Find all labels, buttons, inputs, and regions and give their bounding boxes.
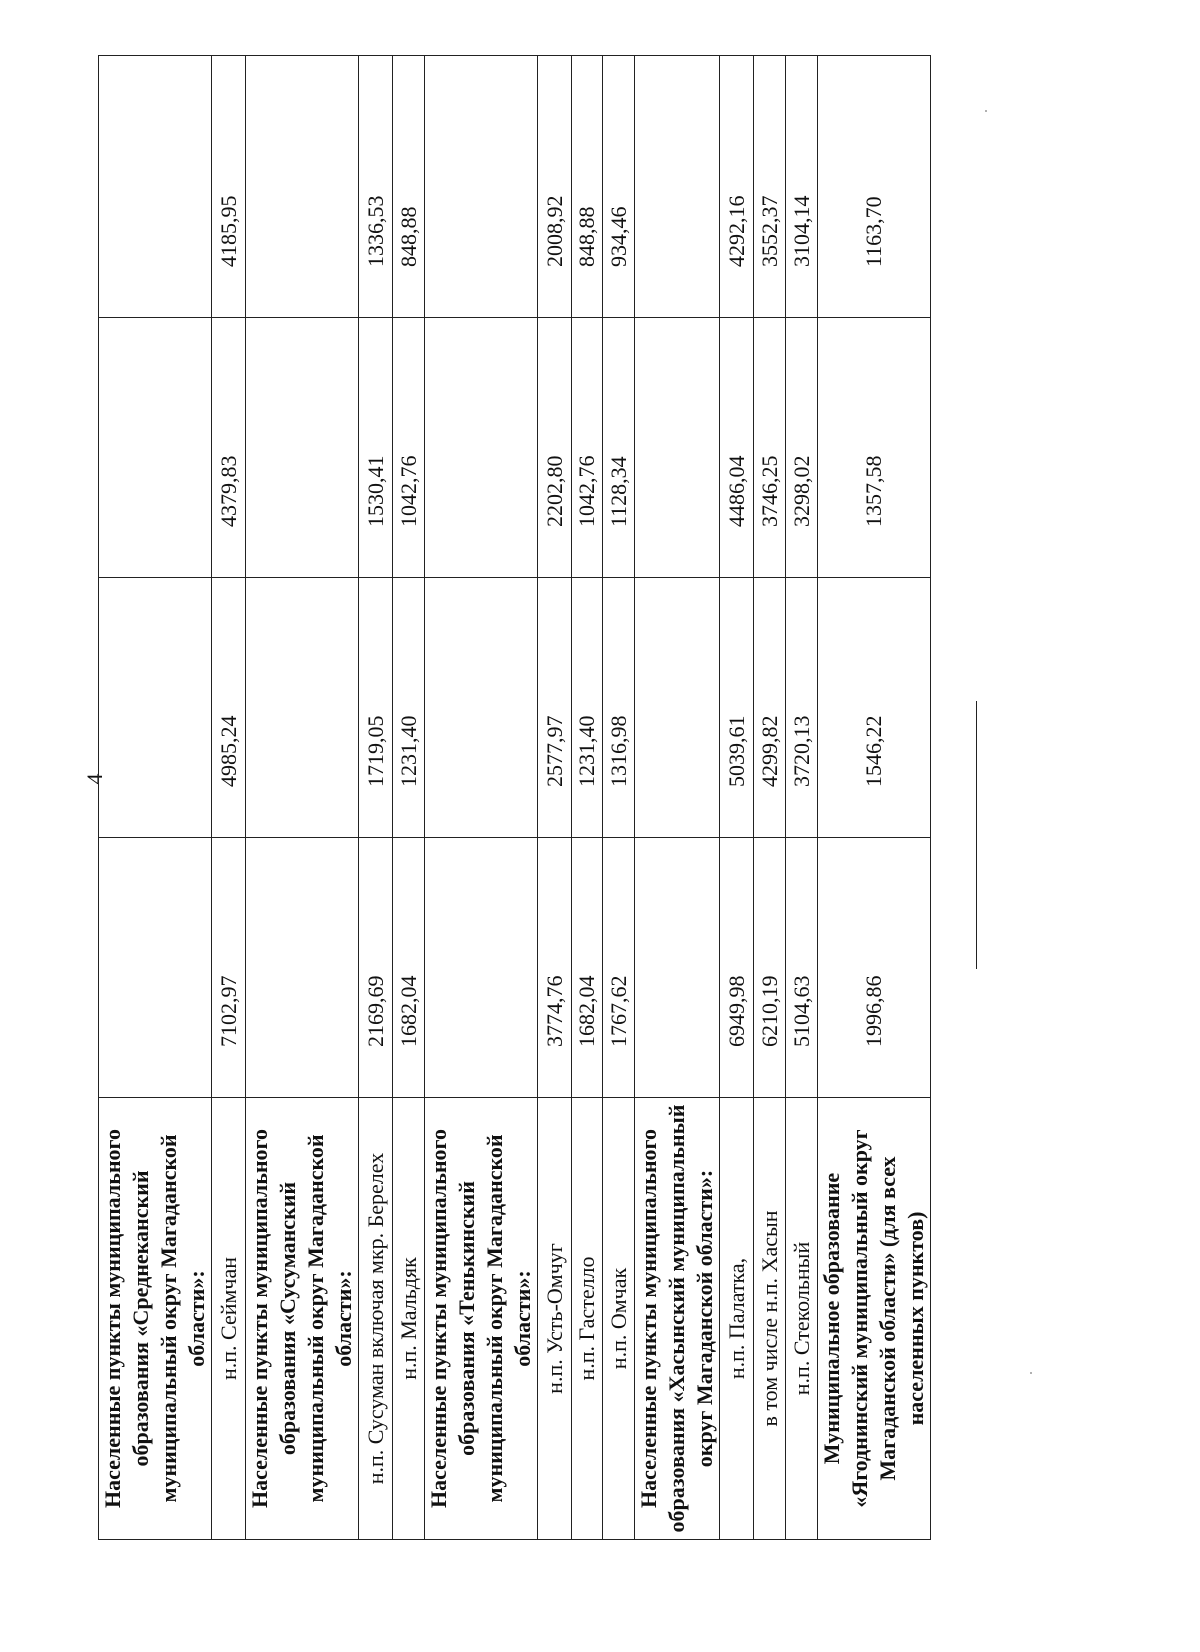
cell-value	[246, 56, 359, 318]
cell-value: 1682,04	[572, 838, 603, 1098]
cell-value: 4185,95	[212, 56, 246, 318]
cell-value: 1996,86	[818, 838, 931, 1098]
cell-value	[635, 56, 720, 318]
cell-value: 3104,14	[786, 56, 818, 318]
table-row	[572, 56, 603, 1540]
table-row	[538, 56, 572, 1540]
tariff-table	[98, 55, 931, 1540]
cell-value	[425, 318, 538, 578]
row-label: Населенные пункты муниципального образования «Хасынский муниципальный округ Магаданской области»:	[635, 1098, 720, 1540]
cell-value: 4379,83	[212, 318, 246, 578]
cell-value: 1231,40	[572, 578, 603, 838]
cell-value: 5104,63	[786, 838, 818, 1098]
cell-value: 1316,98	[603, 578, 635, 838]
row-label: н.п. Омчак	[603, 1098, 635, 1540]
table-row	[246, 56, 359, 1540]
cell-value	[99, 56, 212, 318]
row-label: Муниципальное образование «Ягоднинский муниципальный округ Магаданской области» (для всех населенных пунктов)	[818, 1098, 931, 1540]
cell-value: 7102,97	[212, 838, 246, 1098]
row-label: Населенные пункты муниципального образования «Сусуманский муниципальный округ Магаданской области»:	[246, 1098, 359, 1540]
table-row	[720, 56, 754, 1540]
cell-value: 1719,05	[359, 578, 393, 838]
row-label: Населенные пункты муниципального образования «Тенькинский муниципальный округ Магаданской области»:	[425, 1098, 538, 1540]
row-label: н.п. Стекольный	[786, 1098, 818, 1540]
table-row	[818, 56, 931, 1540]
row-label: н.п. Сеймчан	[212, 1098, 246, 1540]
cell-value	[425, 56, 538, 318]
row-label: н.п. Мальдяк	[393, 1098, 425, 1540]
row-label: н.п. Гастелло	[572, 1098, 603, 1540]
cell-value: 4292,16	[720, 56, 754, 318]
cell-value: 4985,24	[212, 578, 246, 838]
cell-value: 3298,02	[786, 318, 818, 578]
row-label: н.п. Сусуман включая мкр. Берелех	[359, 1098, 393, 1540]
row-label: Населенные пункты муниципального образования «Среднеканский муниципальный округ Магаданской области»:	[99, 1098, 212, 1540]
cell-value: 1767,62	[603, 838, 635, 1098]
table-row	[635, 56, 720, 1540]
scan-speck	[1030, 1372, 1032, 1374]
cell-value	[635, 578, 720, 838]
cell-value: 6210,19	[754, 838, 786, 1098]
cell-value: 3746,25	[754, 318, 786, 578]
cell-value: 1231,40	[393, 578, 425, 838]
table-row	[425, 56, 538, 1540]
cell-value	[246, 838, 359, 1098]
cell-value: 2202,80	[538, 318, 572, 578]
cell-value	[246, 578, 359, 838]
cell-value	[246, 318, 359, 578]
cell-value: 3552,37	[754, 56, 786, 318]
cell-value: 1546,22	[818, 578, 931, 838]
row-label: в том числе н.п. Хасын	[754, 1098, 786, 1540]
table-row	[212, 56, 246, 1540]
cell-value	[425, 578, 538, 838]
cell-value: 1042,76	[572, 318, 603, 578]
cell-value: 4486,04	[720, 318, 754, 578]
cell-value	[425, 838, 538, 1098]
cell-value: 6949,98	[720, 838, 754, 1098]
cell-value	[99, 578, 212, 838]
scan-speck	[985, 110, 987, 112]
cell-value: 1128,34	[603, 318, 635, 578]
cell-value: 3720,13	[786, 578, 818, 838]
cell-value: 1163,70	[818, 56, 931, 318]
cell-value: 5039,61	[720, 578, 754, 838]
cell-value: 1530,41	[359, 318, 393, 578]
table-row	[786, 56, 818, 1540]
cell-value	[635, 318, 720, 578]
table-row	[754, 56, 786, 1540]
page-number: 4	[82, 773, 107, 785]
table-row	[359, 56, 393, 1540]
cell-value: 2577,97	[538, 578, 572, 838]
cell-value	[99, 838, 212, 1098]
row-label: н.п. Палатка,	[720, 1098, 754, 1540]
cell-value: 2008,92	[538, 56, 572, 318]
cell-value: 1682,04	[393, 838, 425, 1098]
cell-value	[99, 318, 212, 578]
cell-value: 1042,76	[393, 318, 425, 578]
cell-value: 848,88	[393, 56, 425, 318]
cell-value: 848,88	[572, 56, 603, 318]
cell-value: 1357,58	[818, 318, 931, 578]
cell-value: 2169,69	[359, 838, 393, 1098]
cell-value: 1336,53	[359, 56, 393, 318]
row-label: н.п. Усть-Омчуг	[538, 1098, 572, 1540]
table-row	[99, 56, 212, 1540]
cell-value: 4299,82	[754, 578, 786, 838]
cell-value: 3774,76	[538, 838, 572, 1098]
cell-value: 934,46	[603, 56, 635, 318]
table-row	[393, 56, 425, 1540]
table-row	[603, 56, 635, 1540]
cell-value	[635, 838, 720, 1098]
separator-line	[976, 701, 977, 969]
